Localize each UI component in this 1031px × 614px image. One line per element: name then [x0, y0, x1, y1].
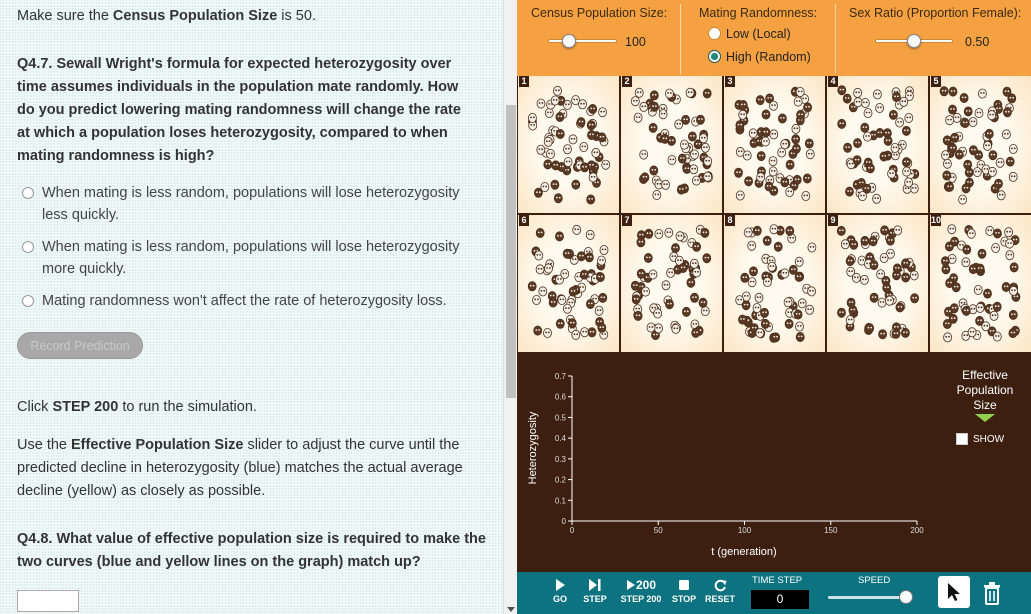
answer-input[interactable] — [17, 590, 79, 612]
population-number: 7 — [622, 215, 632, 226]
instruction-text-end: slider to adjust the curve until the predicted decline in heterozygosity (blue) matches the actual average decline (yellow) as closely as possible. — [17, 437, 463, 499]
radio-button[interactable] — [22, 241, 34, 253]
step-200-icon — [619, 578, 663, 592]
y-tick-label: 0 — [561, 517, 566, 526]
population-number: 4 — [828, 76, 838, 87]
population-individuals — [827, 215, 928, 352]
population-individuals — [518, 215, 619, 352]
instruction-effective-size — [17, 434, 487, 503]
controls-bar — [517, 0, 1031, 76]
speed-title: SPEED — [858, 575, 891, 586]
census-slider-track[interactable] — [548, 39, 617, 43]
census-title: Census Population Size: — [531, 6, 668, 20]
y-tick-label: 0.3 — [554, 454, 566, 464]
reset-button[interactable] — [705, 572, 735, 614]
population-individuals — [621, 76, 722, 213]
stop-icon — [671, 578, 697, 592]
population-cell — [827, 76, 928, 213]
x-tick-label: 200 — [910, 526, 924, 535]
scrollbar[interactable] — [503, 0, 517, 614]
instruction-bold: Effective Population Size — [71, 437, 244, 453]
playback-toolbar — [517, 572, 1031, 614]
y-tick-label: 0.7 — [554, 372, 566, 381]
question-4-7-title: Q4.7. Sewall Wright's formula for expected heterozygosity over time assumes individuals in the population mate randomly. How do you predict lowering mating randomness will change the rate at which a population loses heterozygosity, compared to when mating randomness is high? — [17, 56, 461, 164]
trash-button[interactable] — [979, 578, 1005, 608]
population-cell — [930, 76, 1031, 213]
population-number: 2 — [622, 76, 632, 87]
y-tick-label: 0.6 — [554, 392, 566, 402]
population-cell — [724, 76, 825, 213]
population-number: 5 — [931, 76, 941, 87]
question-panel — [0, 0, 503, 614]
scrollbar-thumb[interactable] — [506, 105, 516, 398]
instruction-text: Click — [17, 399, 53, 415]
x-tick-label: 100 — [737, 526, 752, 535]
population-number: 1 — [519, 76, 529, 87]
mating-high-label[interactable]: High (Random) — [726, 50, 811, 64]
population-individuals — [621, 215, 722, 352]
instruction-bold: Census Population Size — [112, 8, 278, 24]
heterozygosity-graph — [517, 354, 1031, 572]
population-cell — [724, 215, 825, 352]
go-button[interactable] — [549, 572, 571, 614]
mating-low-label[interactable]: Low (Local) — [726, 27, 791, 41]
population-grid — [517, 76, 1031, 354]
show-checkbox[interactable] — [956, 433, 968, 445]
mating-control — [681, 0, 835, 76]
cursor-tool-button[interactable] — [938, 576, 970, 608]
census-control — [517, 0, 680, 76]
reset-label: RESET — [705, 594, 736, 604]
speed-slider-knob[interactable] — [899, 590, 913, 604]
instruction-step-200 — [17, 396, 257, 419]
population-individuals — [518, 76, 619, 213]
sex-ratio-value: 0.50 — [965, 35, 990, 49]
instruction-text: Make sure the — [17, 8, 113, 24]
sex-ratio-control — [836, 0, 1031, 76]
instruction-bold: STEP 200 — [52, 399, 119, 415]
trash-icon — [982, 581, 1002, 605]
population-cell — [518, 76, 619, 213]
instruction-text-end: to run the simulation. — [118, 399, 257, 415]
show-label[interactable]: SHOW — [973, 434, 1005, 445]
x-tick-label: 0 — [569, 526, 575, 535]
speed-slider-track[interactable] — [828, 596, 910, 599]
step-icon — [581, 578, 609, 592]
effective-size-dropdown-icon[interactable] — [975, 414, 995, 422]
sex-ratio-slider-knob[interactable] — [907, 34, 921, 48]
go-label: GO — [552, 594, 567, 604]
population-number: 3 — [725, 76, 735, 87]
option-no-effect[interactable] — [22, 290, 482, 312]
play-icon — [549, 578, 571, 592]
radio-button[interactable] — [22, 295, 34, 307]
instruction-census — [17, 5, 316, 28]
population-individuals — [930, 76, 1031, 213]
population-number: 6 — [519, 215, 529, 226]
instruction-text: Use the — [17, 437, 71, 453]
step-200-icon-text: 200 — [635, 578, 657, 592]
y-tick-label: 0.2 — [554, 475, 566, 485]
option-label: Mating randomness won't affect the rate of heterozygosity loss. — [42, 293, 447, 309]
scroll-down-icon[interactable] — [507, 607, 515, 612]
population-individuals — [724, 215, 825, 352]
cursor-icon — [946, 582, 962, 602]
census-slider-knob[interactable] — [562, 34, 576, 48]
effective-size-title: Effective Population Size — [956, 368, 1014, 412]
population-cell — [621, 215, 722, 352]
radio-button[interactable] — [22, 187, 34, 199]
population-cell — [827, 215, 928, 352]
mating-high-radio[interactable] — [708, 50, 721, 63]
step-200-label: STEP 200 — [620, 594, 662, 604]
mating-low-radio[interactable] — [708, 27, 721, 40]
population-cell — [621, 76, 722, 213]
sex-ratio-title: Sex Ratio (Proportion Female): — [849, 6, 1022, 20]
step-label: STEP — [583, 594, 607, 604]
census-value: 100 — [625, 35, 646, 49]
population-number: 9 — [828, 215, 838, 226]
time-step-value: 0 — [751, 590, 809, 609]
option-label: When mating is less random, populations will lose heterozygosity less quickly. — [42, 185, 460, 223]
x-axis-label: t (generation) — [711, 546, 777, 558]
x-tick-label: 150 — [824, 526, 838, 535]
option-less-quickly[interactable] — [22, 182, 482, 226]
stop-label: STOP — [671, 594, 697, 604]
x-tick-label: 50 — [653, 526, 663, 535]
population-cell — [930, 215, 1031, 352]
population-number: 10 — [931, 215, 942, 225]
record-prediction-button[interactable]: Record Prediction — [17, 332, 143, 359]
y-axis-label: Heterozygosity — [527, 411, 539, 485]
population-cell — [518, 215, 619, 352]
option-more-quickly[interactable] — [22, 236, 482, 280]
y-tick-label: 0.4 — [554, 434, 566, 444]
population-individuals — [724, 76, 825, 213]
time-step-title: TIME STEP — [752, 575, 803, 586]
simulation-panel — [517, 0, 1031, 614]
mating-title: Mating Randomness: — [699, 6, 818, 20]
instruction-text-end: is 50. — [277, 8, 316, 24]
reset-icon — [705, 578, 735, 592]
population-number: 8 — [725, 215, 735, 226]
step-button[interactable] — [581, 572, 609, 614]
y-tick-label: 0.5 — [554, 413, 566, 423]
population-individuals — [827, 76, 928, 213]
option-label: When mating is less random, populations will lose heterozygosity more quickly. — [42, 239, 460, 277]
y-tick-label: 0.1 — [554, 496, 566, 506]
step-200-button[interactable] — [619, 572, 663, 614]
population-individuals — [930, 215, 1031, 352]
question-4-8-title: Q4.8. What value of effective population size is required to make the two curves (blue and yellow lines on the graph) match up? — [17, 531, 486, 570]
stop-button[interactable] — [671, 572, 697, 614]
